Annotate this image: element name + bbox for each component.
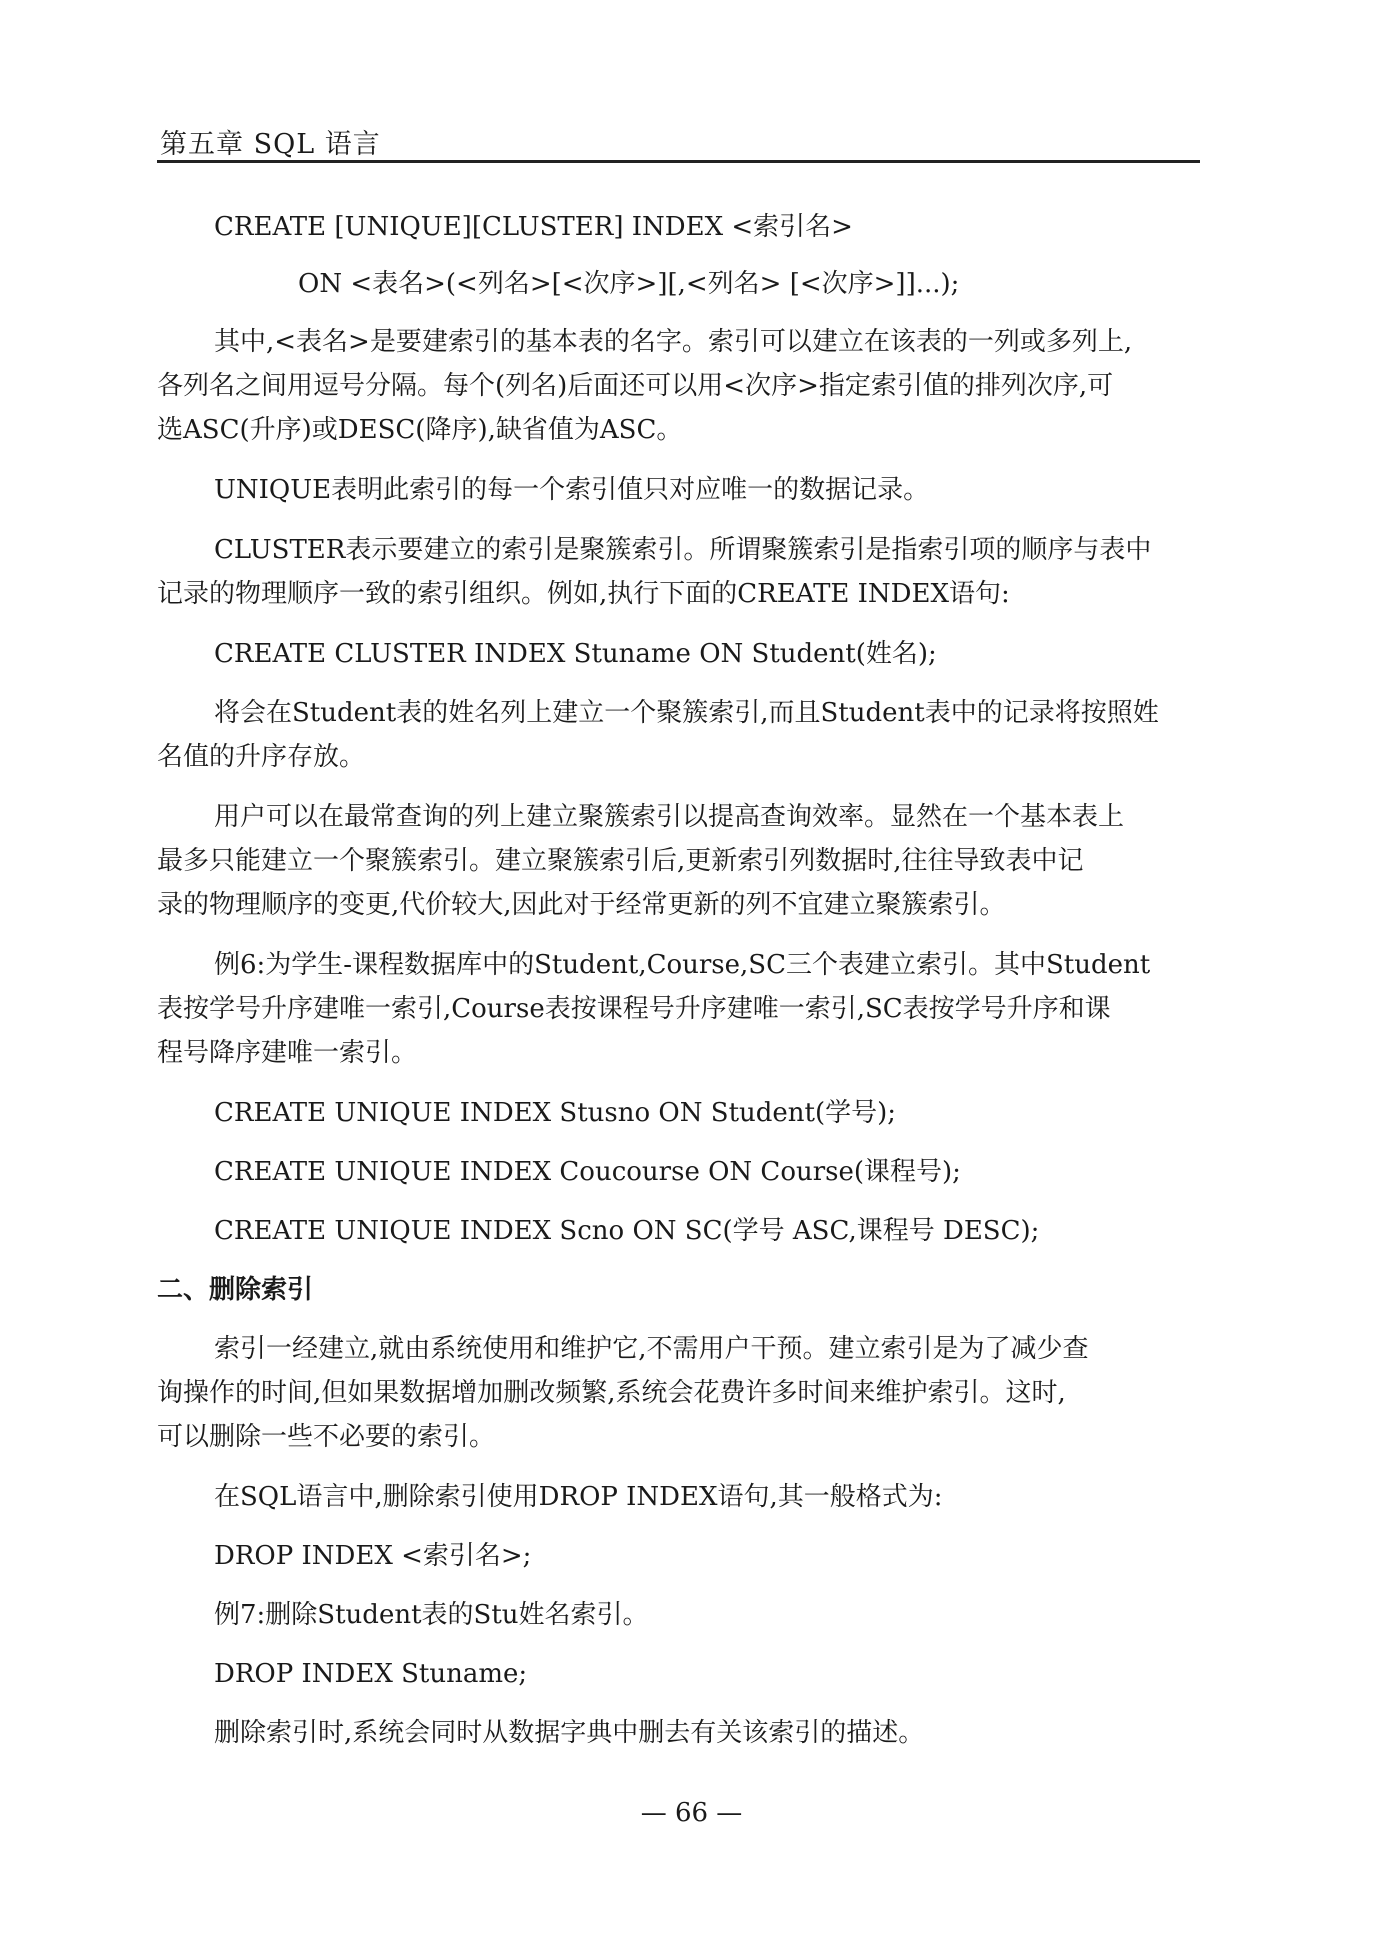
paragraph-line: 用户可以在最常查询的列上建立聚簇索引以提高查询效率。显然在一个基本表上 xyxy=(214,802,1125,832)
paragraph-line: 索引一经建立,就由系统使用和维护它,不需用户干预。建立索引是为了减少查 xyxy=(214,1334,1089,1364)
code-line: CREATE CLUSTER INDEX Stuname ON Student(姓名); xyxy=(214,639,937,669)
paragraph-line: UNIQUE表明此索引的每一个索引值只对应唯一的数据记录。 xyxy=(214,475,930,505)
syntax-line: CREATE [UNIQUE][CLUSTER] INDEX <索引名> xyxy=(214,212,853,242)
paragraph-line: 可以删除一些不必要的索引。 xyxy=(157,1422,496,1452)
paragraph-line: 询操作的时间,但如果数据增加删改频繁,系统会花费许多时间来维护索引。这时, xyxy=(157,1378,1066,1408)
paragraph-line: 各列名之间用逗号分隔。每个(列名)后面还可以用<次序>指定索引值的排列次序,可 xyxy=(157,371,1114,401)
paragraph-line: 选ASC(升序)或DESC(降序),缺省值为ASC。 xyxy=(157,415,683,445)
code-line: CREATE UNIQUE INDEX Scno ON SC(学号 ASC,课程号 DESC); xyxy=(214,1216,1040,1246)
code-line: DROP INDEX <索引名>; xyxy=(214,1541,532,1571)
paragraph-line: 将会在Student表的姓名列上建立一个聚簇索引,而且Student表中的记录将按照姓 xyxy=(214,698,1159,728)
chapter-title: 第五章 SQL 语言 xyxy=(160,129,381,160)
paragraph-line: 录的物理顺序的变更,代价较大,因此对于经常更新的列不宜建立聚簇索引。 xyxy=(157,890,1006,920)
code-line: CREATE UNIQUE INDEX Coucourse ON Course(课程号); xyxy=(214,1157,961,1187)
paragraph-line: 删除索引时,系统会同时从数据字典中删去有关该索引的描述。 xyxy=(214,1718,925,1748)
syntax-line: ON <表名>(<列名>[<次序>][,<列名> [<次序>]]...); xyxy=(298,269,960,299)
page-header xyxy=(157,112,1200,163)
paragraph-line: 例7:删除Student表的Stu姓名索引。 xyxy=(214,1600,649,1630)
paragraph-line: 在SQL语言中,删除索引使用DROP INDEX语句,其一般格式为: xyxy=(214,1482,943,1512)
code-line: CREATE UNIQUE INDEX Stusno ON Student(学号); xyxy=(214,1098,897,1128)
paragraph-line: 例6:为学生-课程数据库中的Student,Course,SC三个表建立索引。其中Student xyxy=(214,950,1151,980)
section-heading: 二、删除索引 xyxy=(157,1275,314,1305)
code-line: DROP INDEX Stuname; xyxy=(214,1659,528,1689)
paragraph-line: 表按学号升序建唯一索引,Course表按课程号升序建唯一索引,SC表按学号升序和课 xyxy=(157,994,1111,1024)
paragraph-line: 程号降序建唯一索引。 xyxy=(157,1038,418,1068)
paragraph-line: CLUSTER表示要建立的索引是聚簇索引。所谓聚簇索引是指索引项的顺序与表中 xyxy=(214,535,1152,565)
paragraph-line: 其中,<表名>是要建索引的基本表的名字。索引可以建立在该表的一列或多列上, xyxy=(214,327,1133,357)
page-number: — 66 — xyxy=(640,1798,743,1828)
paragraph-line: 记录的物理顺序一致的索引组织。例如,执行下面的CREATE INDEX语句: xyxy=(157,579,1010,609)
paragraph-line: 最多只能建立一个聚簇索引。建立聚簇索引后,更新索引列数据时,往往导致表中记 xyxy=(157,846,1084,876)
paragraph-line: 名值的升序存放。 xyxy=(157,742,366,772)
